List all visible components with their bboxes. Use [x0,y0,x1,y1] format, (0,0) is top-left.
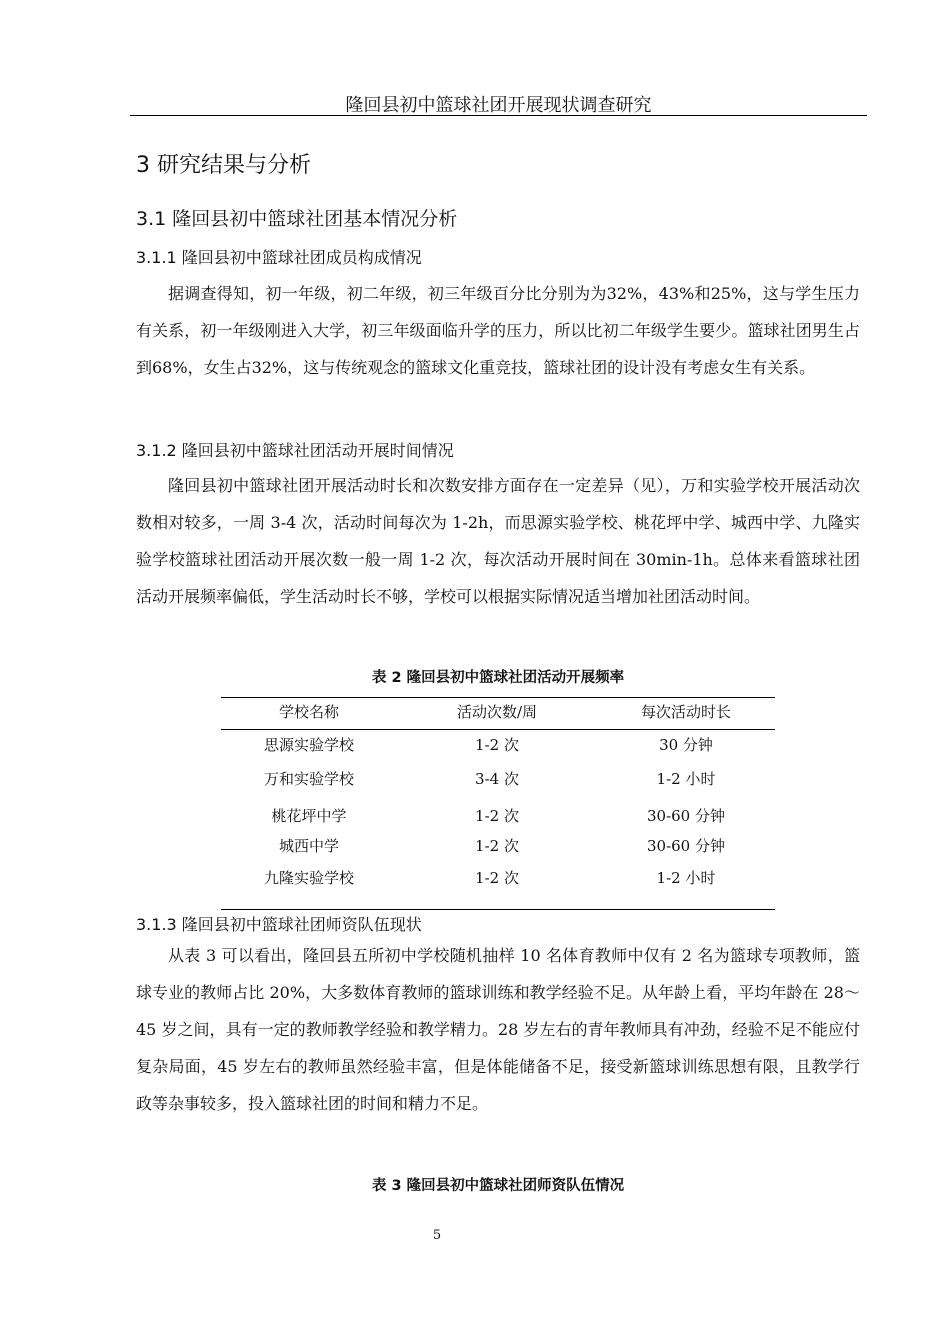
table-2-caption: 表 2 隆回县初中篮球社团活动开展频率 [371,670,625,686]
table-header-frequency: 活动次数/周 [456,703,538,721]
table-cell-frequency: 1-2 次 [475,869,519,887]
table-cell-school: 城西中学 [278,837,339,855]
table-cell-frequency: 3-4 次 [475,770,519,788]
paragraph-teaching-staff: 从表 3 可以看出，隆回县五所初中学校随机抽样 10 名体育教师中仅有 2 名为篮球专项教师，篮球专业的教师占比 20%，大多数体育教师的篮球训练和教学经验不足。从年龄上看，平均年龄在 28～45 岁之间，具有一定的教师教学经验和教学精力。28 岁左右的青年教师具有冲劲，经验不足不能应付复杂局面，45 岁左右的教师虽然经验丰富，但是体能储备不足，接受新篮球训练思想有限，且教学行政等杂事较多，投入篮球社团的时间和精力不足。 [136,946,860,1113]
paragraph-activity-time: 隆回县初中篮球社团开展活动时长和次数安排方面存在一定差异（见），万和实验学校开展活动次数相对较多，一周 3-4 次，活动时间每次为 1-2h，而思源实验学校、桃花坪中学、城西中学、九隆实验学校篮球社团活动开展次数一般一周 1-2 次，每次活动开展时间在 30min-1h。总体来看篮球社团活动开展频率偏低，学生活动时长不够，学校可以根据实际情况适当增加社团活动时间。 [136,476,860,606]
page-number: 5 [432,1228,442,1243]
running-header: 隆回县初中篮球社团开展现状调查研究 [345,95,652,116]
table-cell-frequency: 1-2 次 [475,837,519,855]
paragraph-member-composition: 据调查得知，初一年级，初二年级，初三年级百分比分别为为32%，43%和25%，这与学生压力有关系，初一年级刚进入大学，初三年级面临升学的压力，所以比初二年级学生要少。篮球社团男生占到68%，女生占32%，这与传统观念的篮球文化重竞技，篮球社团的设计没有考虑女生有关系。 [136,284,860,377]
table-cell-school: 九隆实验学校 [263,869,354,887]
table-cell-duration: 30 分钟 [659,736,713,754]
table-cell-duration: 30-60 分钟 [646,837,725,855]
subsubsection-heading-3-1-3: 3.1.3 隆回县初中篮球社团师资队伍现状 [136,915,422,934]
table-header-rule [221,729,775,730]
table-cell-duration: 1-2 小时 [656,770,716,788]
table-cell-duration: 1-2 小时 [656,869,716,887]
subsection-heading: 3.1 隆回县初中篮球社团基本情况分析 [136,208,458,230]
table-3-caption: 表 3 隆回县初中篮球社团师资队伍情况 [371,1178,625,1194]
table-cell-school: 桃花坪中学 [271,807,347,825]
table-cell-school: 万和实验学校 [263,770,354,788]
table-header-duration: 每次活动时长 [640,703,731,721]
table-header-school: 学校名称 [278,703,339,721]
table-cell-school: 思源实验学校 [263,736,354,754]
table-cell-frequency: 1-2 次 [475,736,519,754]
section-heading: 3 研究结果与分析 [136,153,311,178]
table-cell-frequency: 1-2 次 [475,807,519,825]
table-top-rule [221,697,775,698]
subsubsection-heading-3-1-1: 3.1.1 隆回县初中篮球社团成员构成情况 [136,248,422,267]
header-rule [130,115,867,116]
table-bottom-rule [221,909,775,910]
table-cell-duration: 30-60 分钟 [646,807,725,825]
subsubsection-heading-3-1-2: 3.1.2 隆回县初中篮球社团活动开展时间情况 [136,441,454,460]
